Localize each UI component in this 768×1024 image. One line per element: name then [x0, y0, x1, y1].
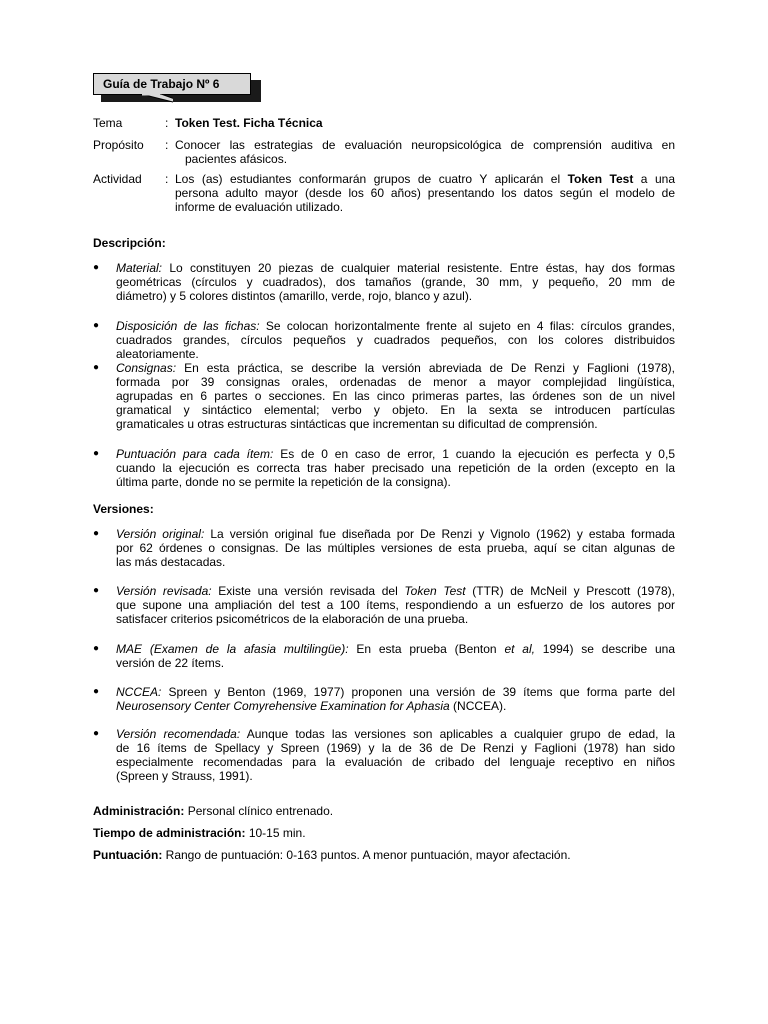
- consignas-line-3: agrupadas en 6 partes o secciones. En las cinco primeras partes, las órdenes son de un nivel: [116, 389, 675, 403]
- actividad-line-3: informe de evaluación utilizado.: [175, 200, 344, 214]
- tema-colon: :: [165, 116, 169, 130]
- tiempo-label: Tiempo de administración:: [93, 826, 246, 840]
- mae-l1a: En esta prueba (Benton: [356, 642, 505, 656]
- puntuacion-item-lead: Puntuación para cada ítem:: [116, 447, 274, 461]
- consignas-text: [116, 361, 675, 431]
- bullet-icon: ●: [93, 362, 100, 373]
- consignas-lead: Consignas:: [116, 361, 177, 375]
- material-line-3: diámetro) y 5 colores distintos (amarillo, verde, rojo, blanco y azul).: [116, 289, 473, 303]
- version-revisada-line-2: que supone una ampliación del test a 100 ítems, respondiendo a un esfuerzo de los autores por: [116, 598, 675, 612]
- version-original-line-3: las más destacadas.: [116, 555, 226, 569]
- tema-value: Token Test. Ficha Técnica: [175, 116, 323, 130]
- proposito-line-2: pacientes afásicos.: [185, 152, 288, 166]
- actividad-colon: :: [165, 172, 169, 186]
- administracion-value: Personal clínico entrenado.: [187, 804, 334, 818]
- mae-l1c: 1994) se describe una: [534, 642, 675, 656]
- version-recomendada-lead: Versión recomendada:: [116, 727, 241, 741]
- version-revisada-text: [116, 584, 675, 626]
- bullet-icon: ●: [93, 643, 100, 654]
- version-original-text: [116, 527, 675, 569]
- tema-label: Tema: [93, 116, 123, 130]
- version-revisada-l1c: (TTR) de McNeil y Prescott (1978),: [465, 584, 675, 598]
- disposicion-text: [116, 319, 675, 361]
- guide-title: Guía de Trabajo Nº 6: [93, 73, 251, 95]
- version-revisada-line-3: satisfacer criterios psicométricos de la elaboración de una prueba.: [116, 612, 469, 626]
- consignas-line-2: formada por 39 consignas orales, ordenadas de menor a mayor complejidad lingüística,: [116, 375, 675, 389]
- puntuacion-item-text: [116, 447, 675, 489]
- material-line-2: geométricas (círculos y cuadrados), dos tamaños (grande, 30 mm, y pequeño, 20 mm de: [116, 275, 675, 289]
- administracion-line: [93, 804, 333, 818]
- version-original-line-2: por 62 órdenes o consignas. De las múltiples versiones de esta prueba, aquí se citan algunas de: [116, 541, 675, 555]
- consignas-line-1: En esta práctica, se describe la versión abreviada de De Renzi y Faglioni (1978),: [184, 361, 675, 375]
- consignas-line-5: gramaticales u otras estructuras sintácticas que incrementan su dificultad de comprensión.: [116, 417, 598, 431]
- puntuacion-line: [93, 848, 571, 862]
- disposicion-lead: Disposición de las fichas:: [116, 319, 260, 333]
- mae-line-2: versión de 22 ítems.: [116, 656, 225, 670]
- nccea-text: [116, 685, 675, 713]
- version-recomendada-line-2: de 16 ítems de Spellacy y Spreen (1969) y la de 36 de De Renzi y Faglioni (1978) han sido: [116, 741, 675, 755]
- mae-et-al: et al,: [504, 642, 535, 656]
- consignas-line-4: gramatical y sintáctico elemental; verbo y objeto. En la sexta se introducen partículas: [116, 403, 675, 417]
- version-original-lead: Versión original:: [116, 527, 205, 541]
- tiempo-line: [93, 826, 306, 840]
- actividad-line-1-post: a una: [633, 172, 675, 186]
- bullet-icon: ●: [93, 528, 100, 539]
- proposito-line-1: Conocer las estrategias de evaluación neuropsicológica de comprensión auditiva en: [175, 138, 675, 152]
- nccea-lead: NCCEA:: [116, 685, 162, 699]
- version-revisada-token-test: Token Test: [404, 584, 466, 598]
- version-recomendada-line-3: especialmente recomendadas para la evaluación de cribado del lenguaje receptivo en niños: [116, 755, 675, 769]
- version-recomendada-line-4: (Spreen y Strauss, 1991).: [116, 769, 253, 783]
- disposicion-line-2: cuadrados grandes, círculos pequeños y cuadrados pequeños, con los colores distribuidos: [116, 333, 675, 347]
- proposito-value: [175, 138, 675, 166]
- descripcion-title: Descripción:: [93, 236, 166, 250]
- actividad-token-test: Token Test: [567, 172, 634, 186]
- version-revisada-lead: Versión revisada:: [116, 584, 212, 598]
- proposito-label: Propósito: [93, 138, 144, 152]
- disposicion-line-3: aleatoriamente.: [116, 347, 199, 361]
- bullet-icon: ●: [93, 585, 100, 596]
- actividad-label: Actividad: [93, 172, 142, 186]
- version-recomendada-line-1: Aunque todas las versiones son aplicables a cualquier grupo de edad, la: [246, 727, 676, 741]
- proposito-colon: :: [165, 138, 169, 152]
- callout-tail-shape: [133, 94, 173, 112]
- puntuacion-item-line-1: Es de 0 en caso de error, 1 cuando la ejecución es perfecta y 0,5: [280, 447, 675, 461]
- tiempo-value: 10-15 min.: [248, 826, 306, 840]
- administracion-label: Administración:: [93, 804, 185, 818]
- mae-lead: MAE (Examen de la afasia multilingüe):: [116, 642, 349, 656]
- bullet-icon: ●: [93, 262, 100, 273]
- guide-title-callout: [93, 73, 263, 109]
- disposicion-line-1: Se colocan horizontalmente frente al sujeto en 4 filas: círculos grandes,: [265, 319, 676, 333]
- bullet-icon: ●: [93, 686, 100, 697]
- bullet-icon: ●: [93, 320, 100, 331]
- version-original-line-1: La versión original fue diseñada por De Renzi y Vignolo (1962) y estaba formada: [210, 527, 675, 541]
- puntuacion-label: Puntuación:: [93, 848, 163, 862]
- puntuacion-value: Rango de puntuación: 0-163 puntos. A menor puntuación, mayor afectación.: [165, 848, 571, 862]
- version-revisada-l1a: Existe una versión revisada del: [218, 584, 405, 598]
- mae-text: [116, 642, 675, 670]
- actividad-line-1: [175, 172, 675, 186]
- material-text: [116, 261, 675, 303]
- actividad-line-1-pre: Los (as) estudiantes conformarán grupos de cuatro Y aplicarán el: [175, 172, 568, 186]
- puntuacion-item-line-2: cuando la ejecución es correcta tras haber precisado una repetición de la orden (excepto en la: [116, 461, 675, 475]
- nccea-full-name: Neurosensory Center Comyrehensive Examination for Aphasia: [116, 699, 450, 713]
- material-line-1: Lo constituyen 20 piezas de cualquier material resistente. Entre éstas, hay dos formas: [169, 261, 675, 275]
- versiones-title: Versiones:: [93, 502, 154, 516]
- bullet-icon: ●: [93, 728, 100, 739]
- puntuacion-item-line-3: última parte, donde no se permite la repetición de la consigna).: [116, 475, 451, 489]
- material-lead: Material:: [116, 261, 163, 275]
- bullet-icon: ●: [93, 448, 100, 459]
- nccea-line-2-end: (NCCEA).: [449, 699, 507, 713]
- version-recomendada-text: [116, 727, 675, 783]
- actividad-value: [175, 172, 675, 214]
- actividad-line-2: persona adulto mayor (desde los 60 años) presentando los datos según el modelo de: [175, 186, 675, 200]
- nccea-line-1: Spreen y Benton (1969, 1977) proponen una versión de 39 ítems que forma parte del: [168, 685, 675, 699]
